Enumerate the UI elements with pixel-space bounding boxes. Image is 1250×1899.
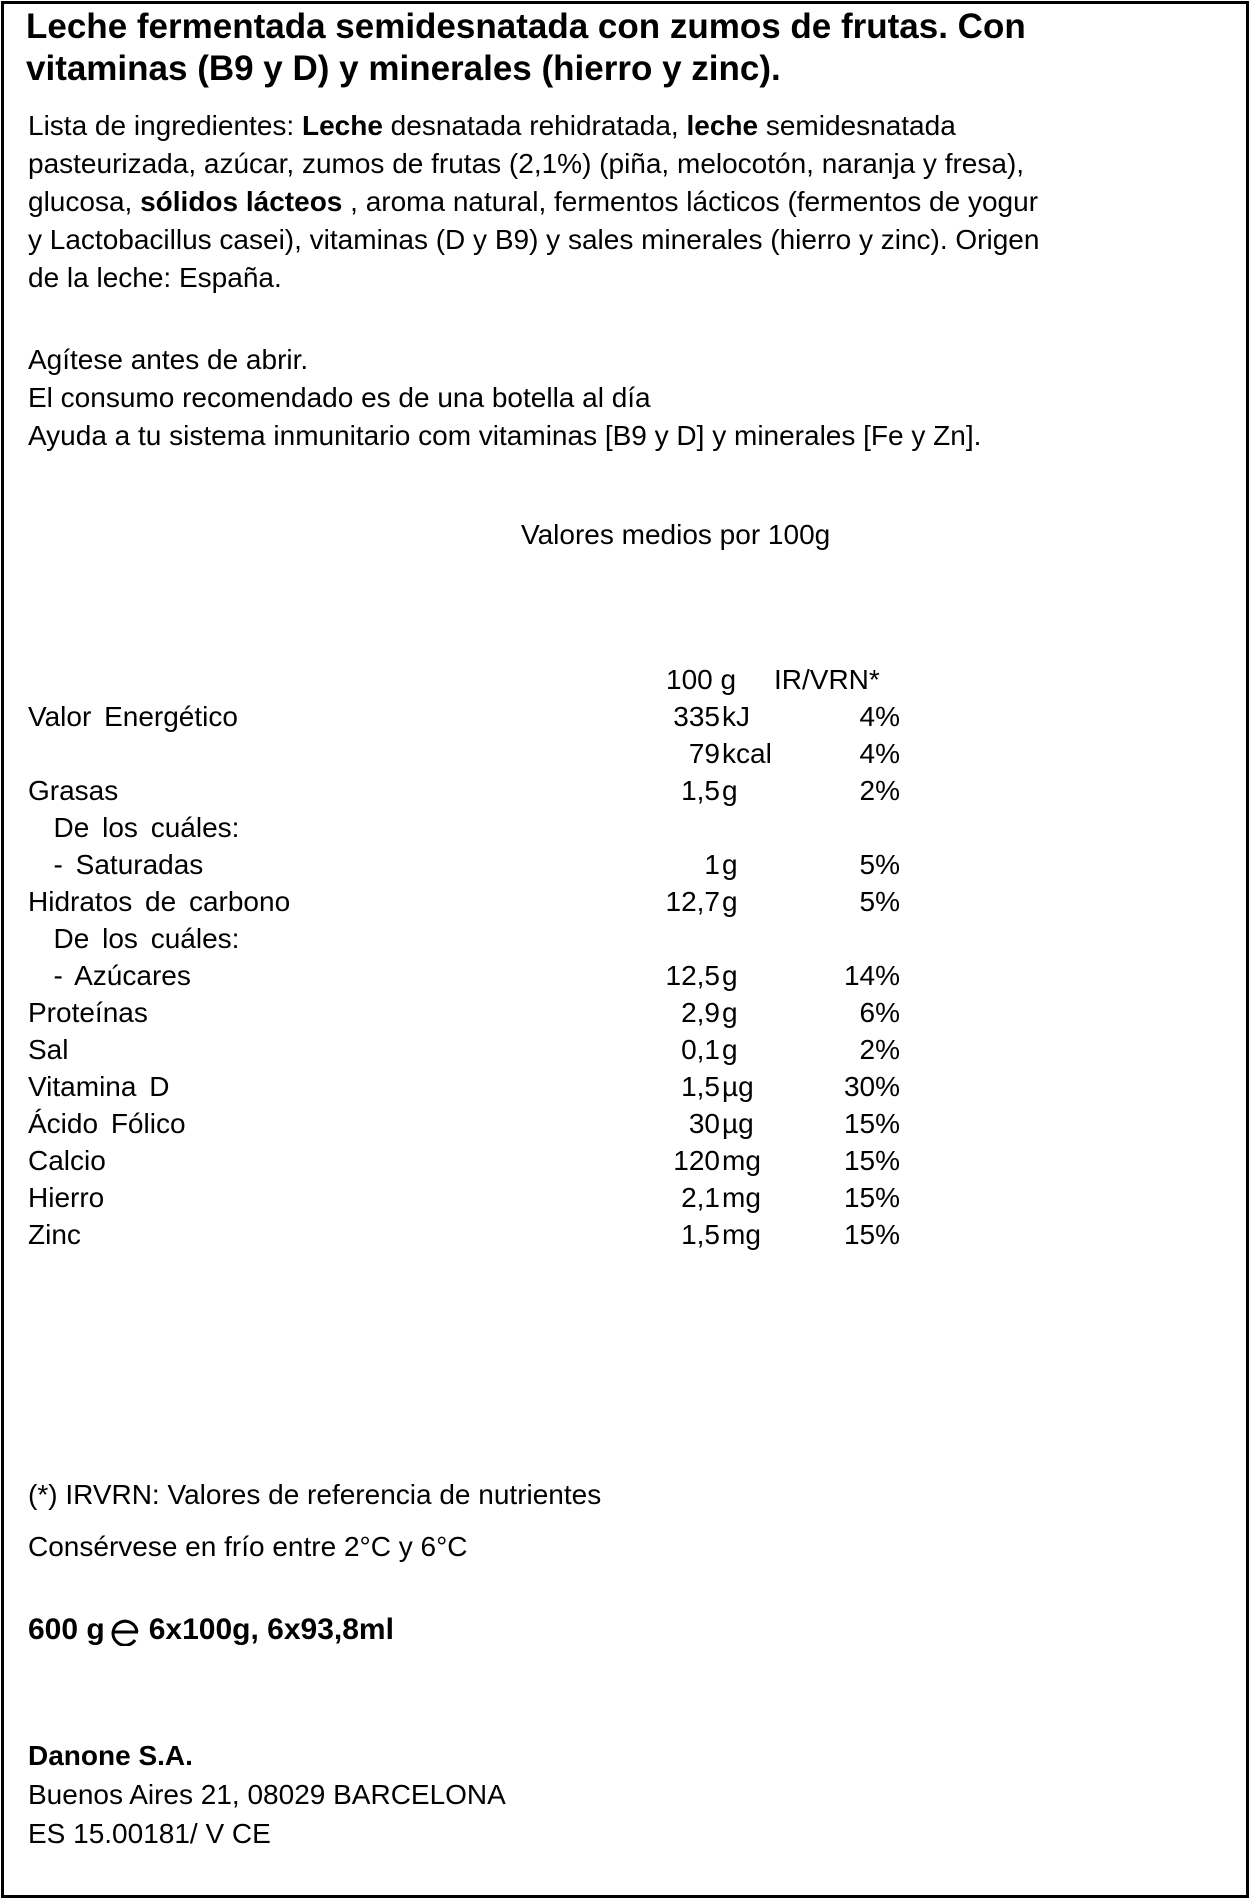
product-label bbox=[1, 1, 1249, 1898]
nutrient-qty: 1,5 bbox=[681, 775, 720, 806]
table-row bbox=[4, 701, 1246, 738]
ingredients-text: semidesnatada bbox=[758, 110, 956, 141]
nutrient-ri: 4% bbox=[859, 701, 900, 732]
nutrient-qty: 0,1 bbox=[681, 1034, 720, 1065]
health-registry-code: ES 15.00181/ V CE bbox=[28, 1818, 271, 1849]
nutrient-ri: 15% bbox=[843, 1145, 900, 1176]
nutrient-unit: mg bbox=[722, 1182, 761, 1213]
net-total: 600 g bbox=[28, 1613, 105, 1646]
company-address: Buenos Aires 21, 08029 BARCELONA bbox=[28, 1779, 506, 1810]
ingredients-line: de la leche: España. bbox=[28, 262, 282, 293]
nutrient-qty: 120 bbox=[673, 1145, 720, 1176]
nutrient-unit: µg bbox=[722, 1071, 754, 1102]
nutrient-qty: 12,5 bbox=[665, 960, 720, 991]
table-row bbox=[4, 960, 1246, 997]
table-row bbox=[4, 1145, 1246, 1182]
nutrient-unit: g bbox=[722, 960, 738, 991]
nutrient-ri: 5% bbox=[859, 886, 900, 917]
nutrient-unit: g bbox=[722, 997, 738, 1028]
nutrient-name: Ácido Fólico bbox=[28, 1108, 186, 1139]
nutrient-unit: g bbox=[722, 1034, 738, 1065]
nutrient-name: - Saturadas bbox=[28, 849, 204, 880]
nutrition-heading: Valores medios por 100g bbox=[521, 519, 831, 550]
ingredients-line bbox=[28, 183, 1039, 221]
nutrient-name: Zinc bbox=[28, 1219, 81, 1250]
nutrient-unit: kJ bbox=[722, 701, 750, 732]
nutrient-name: - Azúcares bbox=[28, 960, 191, 991]
table-row bbox=[4, 923, 1246, 960]
table-row bbox=[4, 997, 1246, 1034]
table-row bbox=[4, 1219, 1246, 1256]
net-quantity bbox=[28, 1613, 394, 1647]
nutrient-name: De los cuáles: bbox=[28, 923, 240, 954]
table-row bbox=[4, 1034, 1246, 1071]
table-row bbox=[4, 812, 1246, 849]
nutrient-unit: g bbox=[722, 849, 738, 880]
nutrient-name: Proteínas bbox=[28, 997, 148, 1028]
nutrient-qty: 1,5 bbox=[681, 1071, 720, 1102]
nutrient-ri: 2% bbox=[859, 1034, 900, 1065]
nutrition-header-row bbox=[4, 664, 1246, 701]
nutrient-ri: 15% bbox=[843, 1182, 900, 1213]
table-row bbox=[4, 849, 1246, 886]
nutrient-name: Hidratos de carbono bbox=[28, 886, 291, 917]
nutrient-qty: 30 bbox=[688, 1108, 720, 1139]
nutrient-ri: 14% bbox=[843, 960, 900, 991]
nutrient-qty: 1 bbox=[704, 849, 720, 880]
ri-footnote: (*) IRVRN: Valores de referencia de nutrientes bbox=[28, 1479, 602, 1510]
nutrient-qty: 79 bbox=[688, 738, 720, 769]
table-row bbox=[4, 738, 1246, 775]
nutrient-ri: 30% bbox=[843, 1071, 900, 1102]
consumption-recommendation: El consumo recomendado es de una botella al día bbox=[28, 382, 651, 413]
allergen-text: leche bbox=[686, 110, 759, 141]
table-row bbox=[4, 1071, 1246, 1108]
nutrient-ri: 15% bbox=[843, 1219, 900, 1250]
nutrient-unit: kcal bbox=[722, 738, 772, 769]
nutrient-name: Calcio bbox=[28, 1145, 106, 1176]
ingredients-line: pasteurizada, azúcar, zumos de frutas (2,1%) (piña, melocotón, naranja y fresa), bbox=[28, 148, 1025, 179]
table-row bbox=[4, 1108, 1246, 1145]
ingredients-line bbox=[28, 107, 1039, 145]
product-title bbox=[26, 6, 1026, 90]
title-line: Leche fermentada semidesnatada con zumos de frutas. Con bbox=[26, 7, 1026, 46]
nutrient-qty: 2,9 bbox=[681, 997, 720, 1028]
nutrient-ri: 6% bbox=[859, 997, 900, 1028]
column-header-qty: 100 g bbox=[666, 664, 737, 695]
nutrient-name: Grasas bbox=[28, 775, 119, 806]
allergen-text: Leche bbox=[301, 110, 383, 141]
nutrient-unit: mg bbox=[722, 1145, 761, 1176]
nutrient-name: Vitamina D bbox=[28, 1071, 170, 1102]
nutrient-ri: 15% bbox=[843, 1108, 900, 1139]
net-detail: 6x100g, 6x93,8ml bbox=[148, 1613, 394, 1646]
ingredients-text: desnatada rehidratada, bbox=[382, 110, 687, 141]
table-row bbox=[4, 775, 1246, 812]
ingredients-line: y Lactobacillus casei), vitaminas (D y B9) y sales minerales (hierro y zinc). Origen bbox=[28, 224, 1040, 255]
nutrient-qty: 2,1 bbox=[681, 1182, 720, 1213]
nutrient-qty: 1,5 bbox=[681, 1219, 720, 1250]
storage-instruction: Consérvese en frío entre 2°C y 6°C bbox=[28, 1531, 468, 1562]
nutrient-unit: g bbox=[722, 886, 738, 917]
nutrient-qty: 335 bbox=[673, 701, 720, 732]
nutrient-name: Hierro bbox=[28, 1182, 105, 1213]
nutrient-unit: µg bbox=[722, 1108, 754, 1139]
nutrient-unit: g bbox=[722, 775, 738, 806]
table-row bbox=[4, 1182, 1246, 1219]
column-header-ri: IR/VRN* bbox=[774, 664, 880, 695]
company-name: Danone S.A. bbox=[28, 1740, 193, 1771]
ingredients-prefix: Lista de ingredientes: bbox=[28, 110, 302, 141]
nutrient-name: De los cuáles: bbox=[28, 812, 240, 843]
estimated-sign-icon bbox=[109, 1616, 143, 1646]
ingredients-text: , aroma natural, fermentos lácticos (fermentos de yogur bbox=[342, 186, 1039, 217]
nutrient-unit: mg bbox=[722, 1219, 761, 1250]
nutrient-ri: 2% bbox=[859, 775, 900, 806]
nutrient-name: Valor Energético bbox=[28, 701, 238, 732]
title-line: vitaminas (B9 y D) y minerales (hierro y zinc). bbox=[26, 49, 781, 88]
allergen-text: sólidos lácteos bbox=[140, 186, 343, 217]
shake-instruction: Agítese antes de abrir. bbox=[28, 344, 309, 375]
ingredients-list bbox=[28, 107, 1039, 297]
health-claim: Ayuda a tu sistema inmunitario com vitaminas [B9 y D] y minerales [Fe y Zn]. bbox=[28, 420, 982, 451]
nutrient-ri: 4% bbox=[859, 738, 900, 769]
ingredients-text: glucosa, bbox=[28, 186, 141, 217]
table-row bbox=[4, 886, 1246, 923]
nutrient-qty: 12,7 bbox=[665, 886, 720, 917]
nutrient-ri: 5% bbox=[859, 849, 900, 880]
nutrient-name: Sal bbox=[28, 1034, 69, 1065]
